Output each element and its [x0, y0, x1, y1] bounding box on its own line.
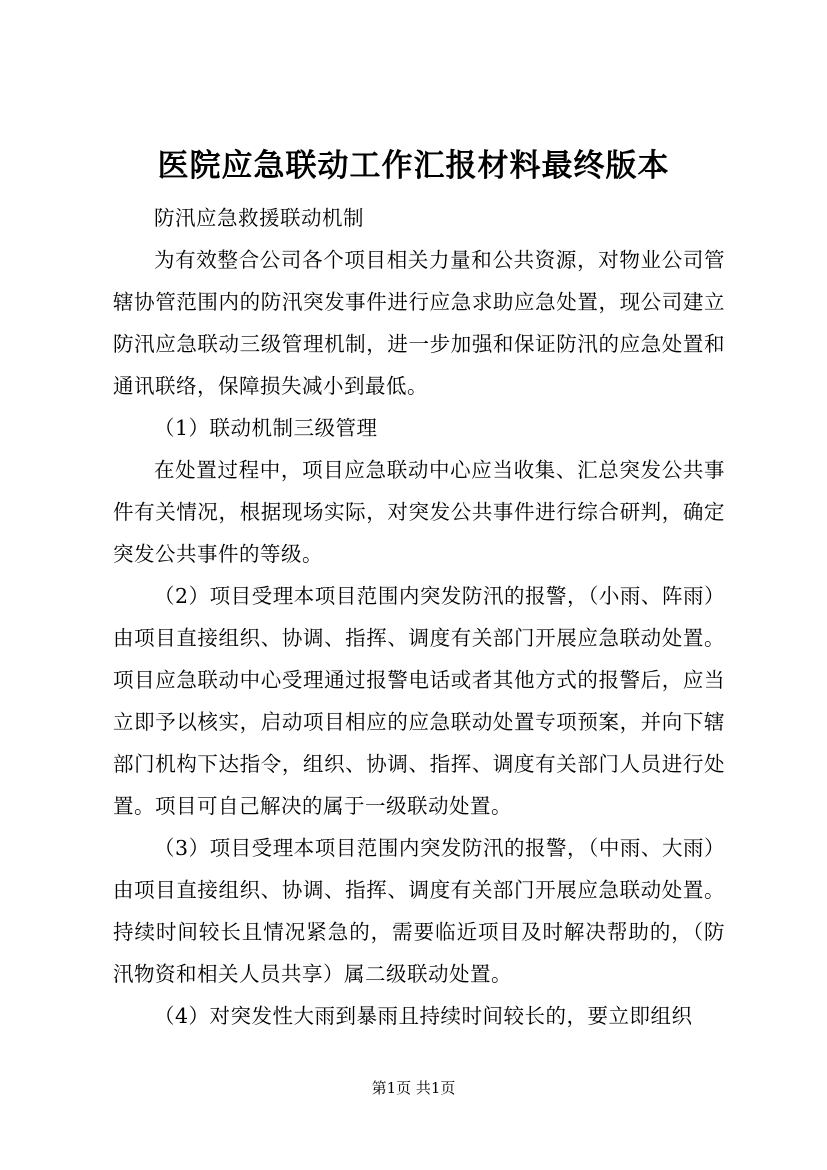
page-footer: 第1页 共1页	[371, 1079, 456, 1097]
paragraph: （3）项目受理本项目范围内突发防汛的报警，（中雨、大雨）由项目直接组织、协调、指挥、调度有关部门开展应急联动处置。持续时间较长且情况紧急的，需要临近项目及时解决帮助的，（防汛物资和相关人员共享）属二级联动处置。	[113, 836, 725, 986]
paragraph: 为有效整合公司各个项目相关力量和公共资源，对物业公司管辖协管范围内的防汛突发事件进行应急求助应急处置，现公司建立防汛应急联动三级管理机制，进一步加强和保证防汛的应急处置和通讯联络，保障损失减小到最低。	[113, 248, 725, 398]
paragraph: 在处置过程中，项目应急联动中心应当收集、汇总突发公共事件有关情况，根据现场实际，对突发公共事件进行综合研判，确定突发公共事件的等级。	[113, 458, 725, 566]
document-body	[113, 197, 725, 1037]
document-title: 医院应急联动工作汇报材料最终版本	[157, 148, 670, 184]
paragraph: （2）项目受理本项目范围内突发防汛的报警，（小雨、阵雨）由项目直接组织、协调、指挥、调度有关部门开展应急联动处置。项目应急联动中心受理通过报警电话或者其他方式的报警后，应当立即予以核实，启动项目相应的应急联动处置专项预案，并向下辖部门机构下达指令，组织、协调、指挥、调度有关部门人员进行处置。项目可自己解决的属于一级联动处置。	[113, 584, 725, 818]
section-heading: 防汛应急救援联动机制	[154, 206, 364, 230]
subsection-heading: （1）联动机制三级管理	[154, 416, 378, 440]
paragraph: （4）对突发性大雨到暴雨且持续时间较长的，要立即组织	[154, 1004, 693, 1028]
